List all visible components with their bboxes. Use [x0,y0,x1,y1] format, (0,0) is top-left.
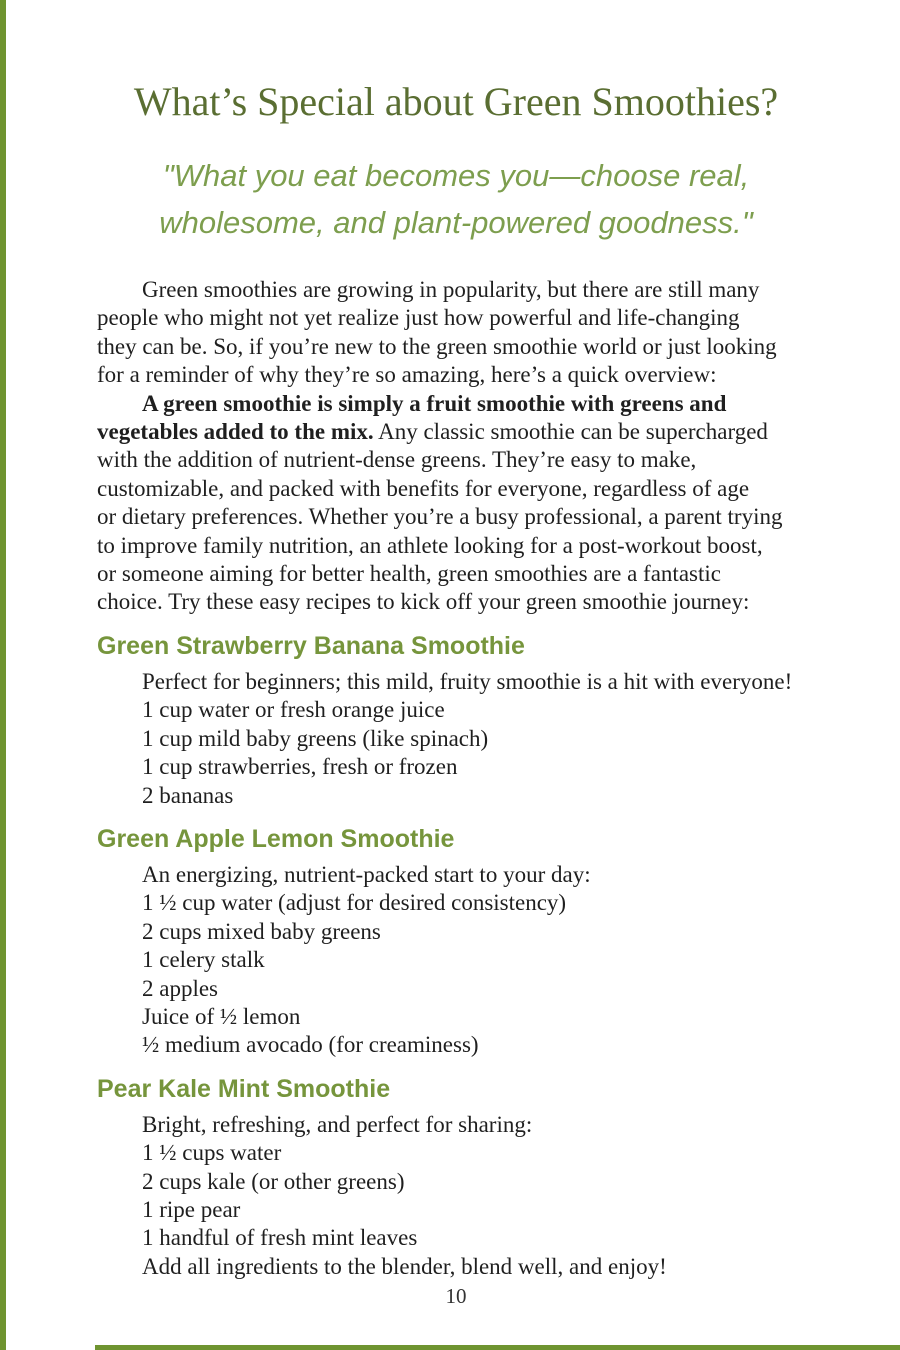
page-left-border [0,0,6,1350]
text-run: people who might not yet realize just how powerful and life-changing [97,305,740,331]
paragraph-2-line [97,475,815,503]
recipe-3-line: Add all ingredients to the blender, blend well, and enjoy! [142,1253,667,1279]
text-run: customizable, and packed with benefits for everyone, regardless of age [97,475,750,501]
recipe-3-line: 1 ½ cups water [142,1140,282,1166]
recipe-heading-1: Green Strawberry Banana Smoothie [97,631,525,660]
recipe-2-line: ½ medium avocado (for creaminess) [142,1032,479,1058]
quote-line-2: wholesome, and plant-powered goodness." [159,205,753,240]
bold-text-run: A green smoothie is simply a fruit smoothie with greens and [142,390,727,416]
recipe-2-line: Juice of ½ lemon [142,1003,301,1029]
text-run: or dietary preferences. Whether you’re a busy professional, a parent trying [97,504,783,530]
epigraph-quote [97,152,815,246]
recipe-2-line: 1 ½ cup water (adjust for desired consistency) [142,890,567,916]
recipe-1-line: 1 cup strawberries, fresh or frozen [142,754,458,780]
paragraph-2-line [97,446,815,474]
page-bottom-border [95,1345,900,1350]
recipe-1-line: 1 cup mild baby greens (like spinach) [142,725,489,751]
paragraph-2-line [97,532,815,560]
recipe-1-line: 2 bananas [142,782,234,808]
paragraph-2-line [97,503,815,531]
page-title: What’s Special about Green Smoothies? [133,79,779,124]
text-run: or someone aiming for better health, green smoothies are a fantastic [97,561,721,587]
recipe-2-line: 2 cups mixed baby greens [142,918,381,944]
text-run: choice. Try these easy recipes to kick off your green smoothie journey: [97,589,750,615]
paragraph-2-line [97,588,815,616]
recipe-3-line: 1 handful of fresh mint leaves [142,1225,418,1251]
recipe-3-line: Bright, refreshing, and perfect for sharing: [142,1111,533,1137]
recipe-3-line: 1 ripe pear [142,1196,241,1222]
paragraph-2-line [97,390,815,418]
page-content [97,0,815,1309]
paragraph-1-line [97,304,815,332]
body-content [97,276,815,1281]
text-run: to improve family nutrition, an athlete looking for a post-workout boost, [97,532,763,558]
recipe-heading-3: Pear Kale Mint Smoothie [97,1074,391,1103]
recipe-2-line: 1 celery stalk [142,947,265,973]
recipe-1-line: 1 cup water or fresh orange juice [142,697,445,723]
recipe-2-line: 2 apples [142,975,219,1001]
text-run: for a reminder of why they’re so amazing, here’s a quick overview: [97,362,717,388]
recipe-3-line: 2 cups kale (or other greens) [142,1168,405,1194]
paragraph-1-line [97,276,815,304]
recipe-1-line: Perfect for beginners; this mild, fruity smoothie is a hit with everyone! [142,668,793,694]
bold-text-run: vegetables added to the mix. [97,419,374,445]
paragraph-2-line [97,560,815,588]
paragraph-2-line [97,418,815,446]
recipe-heading-2: Green Apple Lemon Smoothie [97,824,455,853]
recipe-2-line: An energizing, nutrient-packed start to your day: [142,861,591,887]
page-number: 10 [445,1284,467,1309]
quote-line-1: "What you eat becomes you—choose real, [162,158,750,193]
paragraph-1-line [97,361,815,389]
text-run: with the addition of nutrient-dense greens. They’re easy to make, [97,447,697,473]
text-run: they can be. So, if you’re new to the green smoothie world or just looking [97,333,777,359]
paragraph-1-line [97,333,815,361]
text-run: Any classic smoothie can be supercharged [373,419,768,445]
text-run: Green smoothies are growing in popularity, but there are still many [142,277,760,302]
